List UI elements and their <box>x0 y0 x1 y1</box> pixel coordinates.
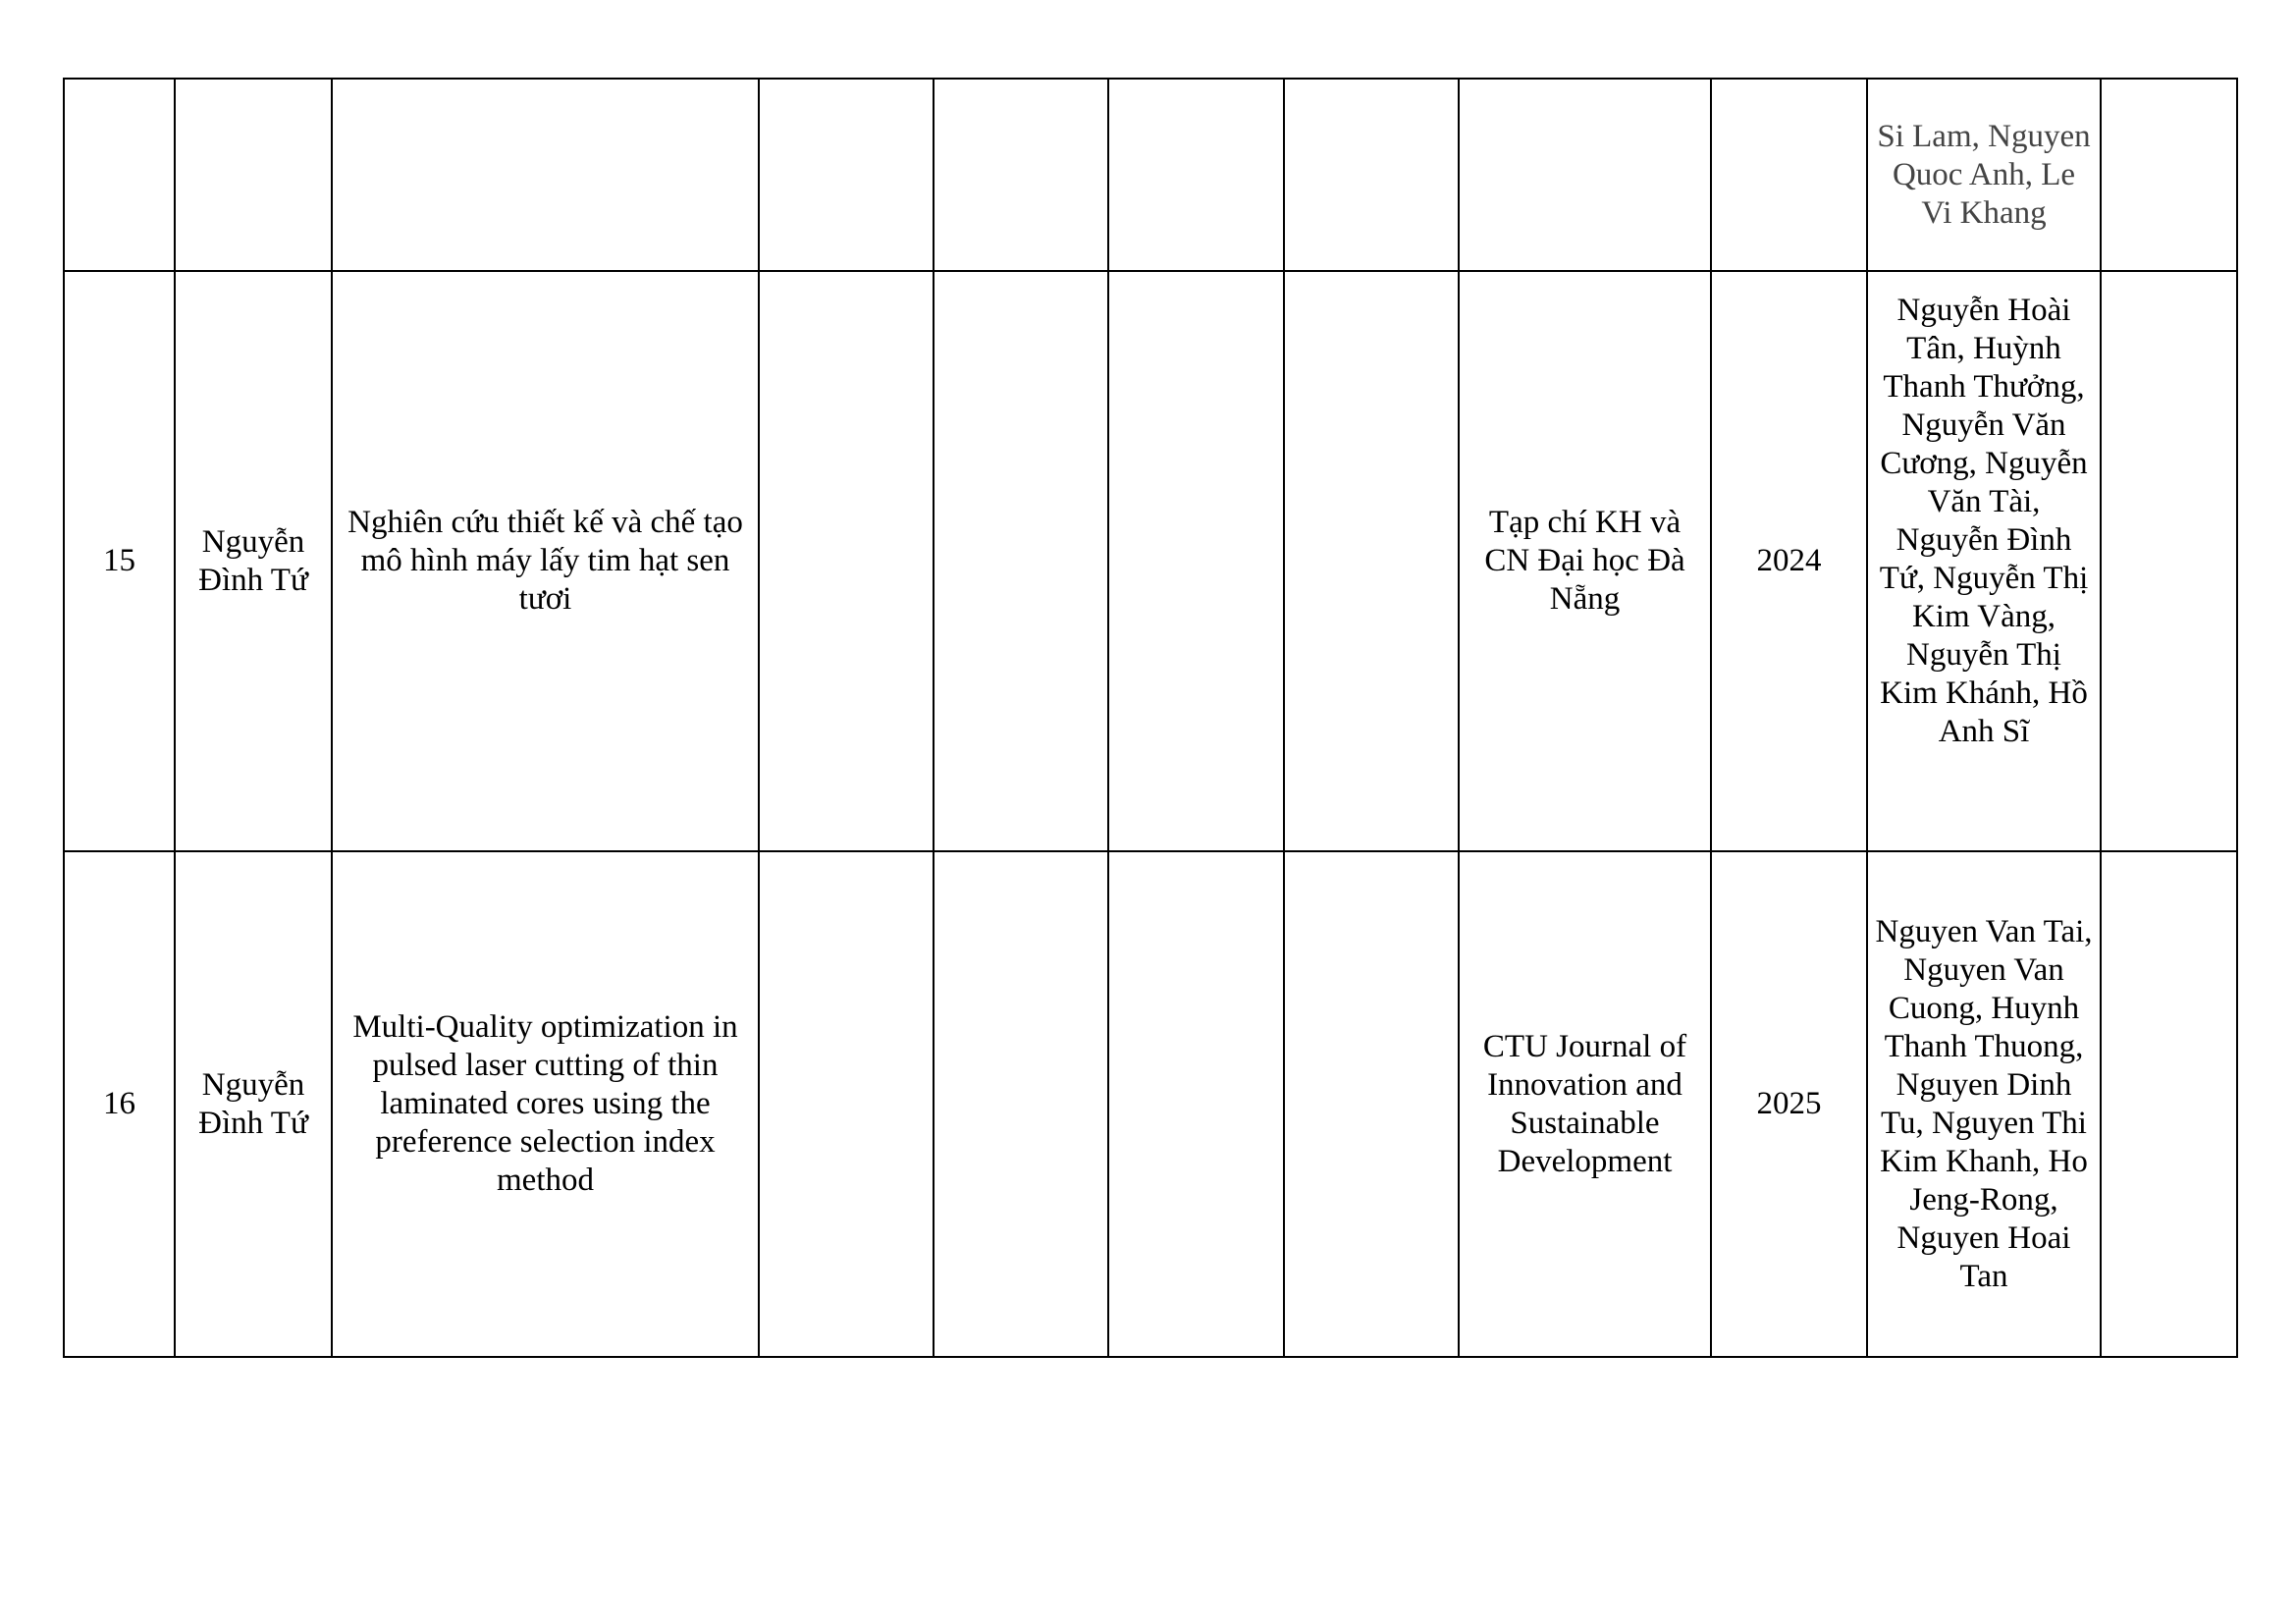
cell-journal <box>1459 79 1711 271</box>
table-row-continued <box>64 79 2237 271</box>
table-row-16 <box>64 851 2237 1357</box>
cell-year: 2025 <box>1711 851 1867 1357</box>
cell-col6 <box>1108 79 1284 271</box>
table-row-15 <box>64 271 2237 851</box>
cell-note <box>2101 79 2237 271</box>
cell-title <box>332 79 759 271</box>
cell-col6 <box>1108 271 1284 851</box>
cell-coauthors: Si Lam, Nguyen Quoc Anh, Le Vi Khang <box>1867 79 2101 271</box>
cell-stt <box>64 79 175 271</box>
cell-col5 <box>934 271 1108 851</box>
cell-author <box>175 79 332 271</box>
cell-col7 <box>1284 79 1459 271</box>
cell-col6 <box>1108 851 1284 1357</box>
cell-stt: 16 <box>64 851 175 1357</box>
cell-col5 <box>934 851 1108 1357</box>
cell-stt: 15 <box>64 271 175 851</box>
cell-journal: Tạp chí KH và CN Đại học Đà Nẵng <box>1459 271 1711 851</box>
cell-title: Multi-Quality optimization in pulsed laser cutting of thin laminated cores using the preference selection index method <box>332 851 759 1357</box>
cell-col4 <box>759 79 934 271</box>
cell-col4 <box>759 271 934 851</box>
cell-year <box>1711 79 1867 271</box>
publications-table <box>63 78 2238 1358</box>
cell-year: 2024 <box>1711 271 1867 851</box>
cell-coauthors: Nguyen Van Tai, Nguyen Van Cuong, Huynh Thanh Thuong, Nguyen Dinh Tu, Nguyen Thi Kim Khanh, Ho Jeng-Rong, Nguyen Hoai Tan <box>1867 851 2101 1357</box>
cell-col7 <box>1284 271 1459 851</box>
cell-col7 <box>1284 851 1459 1357</box>
cell-coauthors: Nguyễn Hoài Tân, Huỳnh Thanh Thưởng, Nguyễn Văn Cương, Nguyễn Văn Tài, Nguyễn Đình Tứ, Nguyễn Thị Kim Vàng, Nguyễn Thị Kim Khánh, Hồ Anh Sĩ <box>1867 271 2101 851</box>
cell-title: Nghiên cứu thiết kế và chế tạo mô hình máy lấy tim hạt sen tươi <box>332 271 759 851</box>
cell-note <box>2101 271 2237 851</box>
cell-author: Nguyễn Đình Tứ <box>175 851 332 1357</box>
cell-col4 <box>759 851 934 1357</box>
cell-journal: CTU Journal of Innovation and Sustainable Development <box>1459 851 1711 1357</box>
cell-col5 <box>934 79 1108 271</box>
cell-note <box>2101 851 2237 1357</box>
cell-author: Nguyễn Đình Tứ <box>175 271 332 851</box>
